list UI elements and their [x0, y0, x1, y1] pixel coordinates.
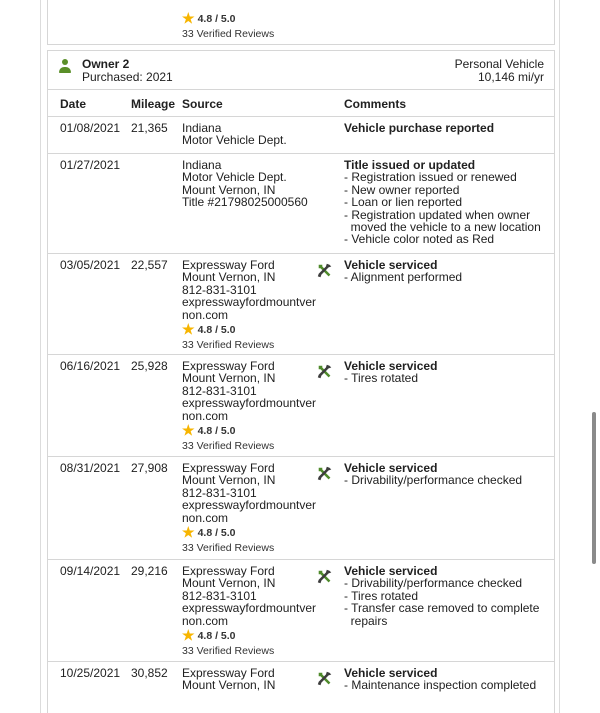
source-line[interactable]: non.com: [182, 510, 229, 525]
source-line: 812-831-3101: [182, 588, 257, 603]
comment-line: - Alignment performed: [344, 270, 463, 285]
record-mileage: 29,216: [131, 564, 168, 578]
record-comments: [344, 565, 549, 627]
rating-value: 4.8 / 5.0: [197, 324, 236, 336]
source-line: 812-831-3101: [182, 383, 257, 398]
record-source: [182, 667, 317, 692]
comment-line: repairs: [344, 613, 388, 628]
star-icon: ★: [182, 422, 195, 438]
comment-line: - Vehicle color noted as Red: [344, 232, 495, 247]
source-line: Motor Vehicle Dept.: [182, 170, 287, 185]
record-date: 09/14/2021: [60, 564, 121, 578]
record-comments: [344, 159, 549, 246]
record-source: [182, 360, 317, 422]
comment-line: - New owner reported: [344, 182, 460, 197]
history-row: [48, 662, 554, 713]
person-icon: [58, 59, 72, 75]
record-date: 03/05/2021: [60, 258, 121, 272]
source-line: Mount Vernon, IN: [182, 473, 276, 488]
record-mileage: 30,852: [131, 666, 168, 680]
rating-value: 4.8 / 5.0: [197, 425, 236, 437]
history-row: [48, 560, 554, 662]
comment-title: Vehicle serviced: [344, 258, 438, 272]
record-mileage: 25,928: [131, 359, 168, 373]
rating-value: 4.8 / 5.0: [197, 630, 236, 642]
star-icon: ★: [182, 321, 195, 337]
comment-title: Vehicle serviced: [344, 359, 438, 373]
source-line: Mount Vernon, IN: [182, 678, 276, 693]
source-line[interactable]: expresswayfordmountver: [182, 295, 317, 310]
source-line: Title #21798025000560: [182, 195, 308, 210]
history-row: [48, 254, 554, 355]
review-count: 33 Verified Reviews: [182, 542, 275, 554]
comment-line: moved the vehicle to a new location: [344, 220, 541, 235]
source-line: Expressway Ford: [182, 461, 275, 475]
wrench-screwdriver-icon: [316, 568, 334, 586]
owner-purchased-year: Purchased: 2021: [82, 70, 173, 84]
comment-line: - Loan or lien reported: [344, 195, 463, 210]
review-count: 33 Verified Reviews: [182, 645, 275, 657]
record-comments: [344, 360, 549, 385]
source-line[interactable]: expresswayfordmountver: [182, 498, 317, 513]
history-row: [48, 355, 554, 457]
dealer-rating[interactable]: [182, 629, 274, 658]
comment-line: - Transfer case removed to complete: [344, 601, 540, 616]
owner-history-card: [47, 50, 555, 713]
source-line[interactable]: non.com: [182, 613, 229, 628]
source-line: Mount Vernon, IN: [182, 182, 276, 197]
rating-value: 4.8 / 5.0: [197, 13, 236, 25]
record-date: 08/31/2021: [60, 461, 121, 475]
dealer-rating[interactable]: [182, 323, 274, 352]
comment-title: Vehicle serviced: [344, 666, 438, 680]
record-comments: [344, 122, 549, 134]
record-source: [182, 259, 317, 321]
history-row: [48, 457, 554, 560]
review-count: 33 Verified Reviews: [182, 28, 275, 40]
source-line: Motor Vehicle Dept.: [182, 133, 287, 148]
scrollbar[interactable]: [592, 412, 596, 564]
comment-line: - Maintenance inspection completed: [344, 678, 537, 693]
review-count: 33 Verified Reviews: [182, 440, 275, 452]
column-source: Source: [182, 97, 223, 111]
record-comments: [344, 259, 549, 284]
record-source: [182, 462, 317, 524]
wrench-screwdriver-icon: [316, 465, 334, 483]
comment-line: - Tires rotated: [344, 371, 419, 386]
record-mileage: 27,908: [131, 461, 168, 475]
source-line: Mount Vernon, IN: [182, 270, 276, 285]
record-source: [182, 565, 317, 627]
record-date: 01/27/2021: [60, 158, 121, 172]
source-line[interactable]: expresswayfordmountver: [182, 601, 317, 616]
star-icon: ★: [182, 524, 195, 540]
dealer-rating[interactable]: [182, 12, 274, 41]
history-row: [48, 154, 554, 254]
record-source: [182, 159, 317, 209]
review-count: 33 Verified Reviews: [182, 339, 275, 351]
source-line: Indiana: [182, 121, 222, 135]
record-mileage: 21,365: [131, 121, 168, 135]
wrench-screwdriver-icon: [316, 363, 334, 381]
record-comments: [344, 462, 549, 487]
source-line: Expressway Ford: [182, 258, 275, 272]
owner-name: Owner 2: [82, 57, 130, 71]
dealer-rating[interactable]: [182, 526, 274, 555]
column-date: Date: [60, 97, 87, 111]
owner-header: [48, 51, 554, 89]
star-icon: ★: [182, 10, 195, 26]
comment-title: Vehicle purchase reported: [344, 121, 495, 135]
record-mileage: 22,557: [131, 258, 168, 272]
comment-line: - Registration issued or renewed: [344, 170, 517, 185]
source-line: Mount Vernon, IN: [182, 371, 276, 386]
dealer-rating[interactable]: [182, 424, 274, 453]
source-line: Expressway Ford: [182, 359, 275, 373]
previous-record-card: [47, 0, 555, 45]
vehicle-use-type: Personal Vehicle: [454, 57, 544, 71]
table-header: [48, 89, 554, 117]
comment-title: Vehicle serviced: [344, 461, 438, 475]
comment-line: - Drivability/performance checked: [344, 473, 523, 488]
history-row: [48, 117, 554, 154]
source-line[interactable]: non.com: [182, 307, 229, 322]
record-comments: [344, 667, 549, 692]
source-line: Expressway Ford: [182, 666, 275, 680]
record-date: 01/08/2021: [60, 121, 121, 135]
source-line: 812-831-3101: [182, 485, 257, 500]
source-line: 812-831-3101: [182, 282, 257, 297]
source-line[interactable]: expresswayfordmountver: [182, 396, 317, 411]
wrench-screwdriver-icon: [316, 670, 334, 688]
star-icon: ★: [182, 627, 195, 643]
source-line: Indiana: [182, 158, 222, 172]
comment-title: Vehicle serviced: [344, 564, 438, 578]
column-comments: Comments: [344, 97, 407, 111]
column-mileage: Mileage: [131, 97, 176, 111]
record-date: 10/25/2021: [60, 666, 121, 680]
comment-title: Title issued or updated: [344, 158, 476, 172]
comment-line: - Drivability/performance checked: [344, 576, 523, 591]
record-source: [182, 122, 317, 147]
rating-value: 4.8 / 5.0: [197, 527, 236, 539]
source-line: Expressway Ford: [182, 564, 275, 578]
comment-line: - Tires rotated: [344, 588, 419, 603]
source-line: Mount Vernon, IN: [182, 576, 276, 591]
record-date: 06/16/2021: [60, 359, 121, 373]
wrench-screwdriver-icon: [316, 262, 334, 280]
annual-mileage: 10,146 mi/yr: [477, 70, 544, 84]
comment-line: - Registration updated when owner: [344, 207, 531, 222]
source-line[interactable]: non.com: [182, 408, 229, 423]
